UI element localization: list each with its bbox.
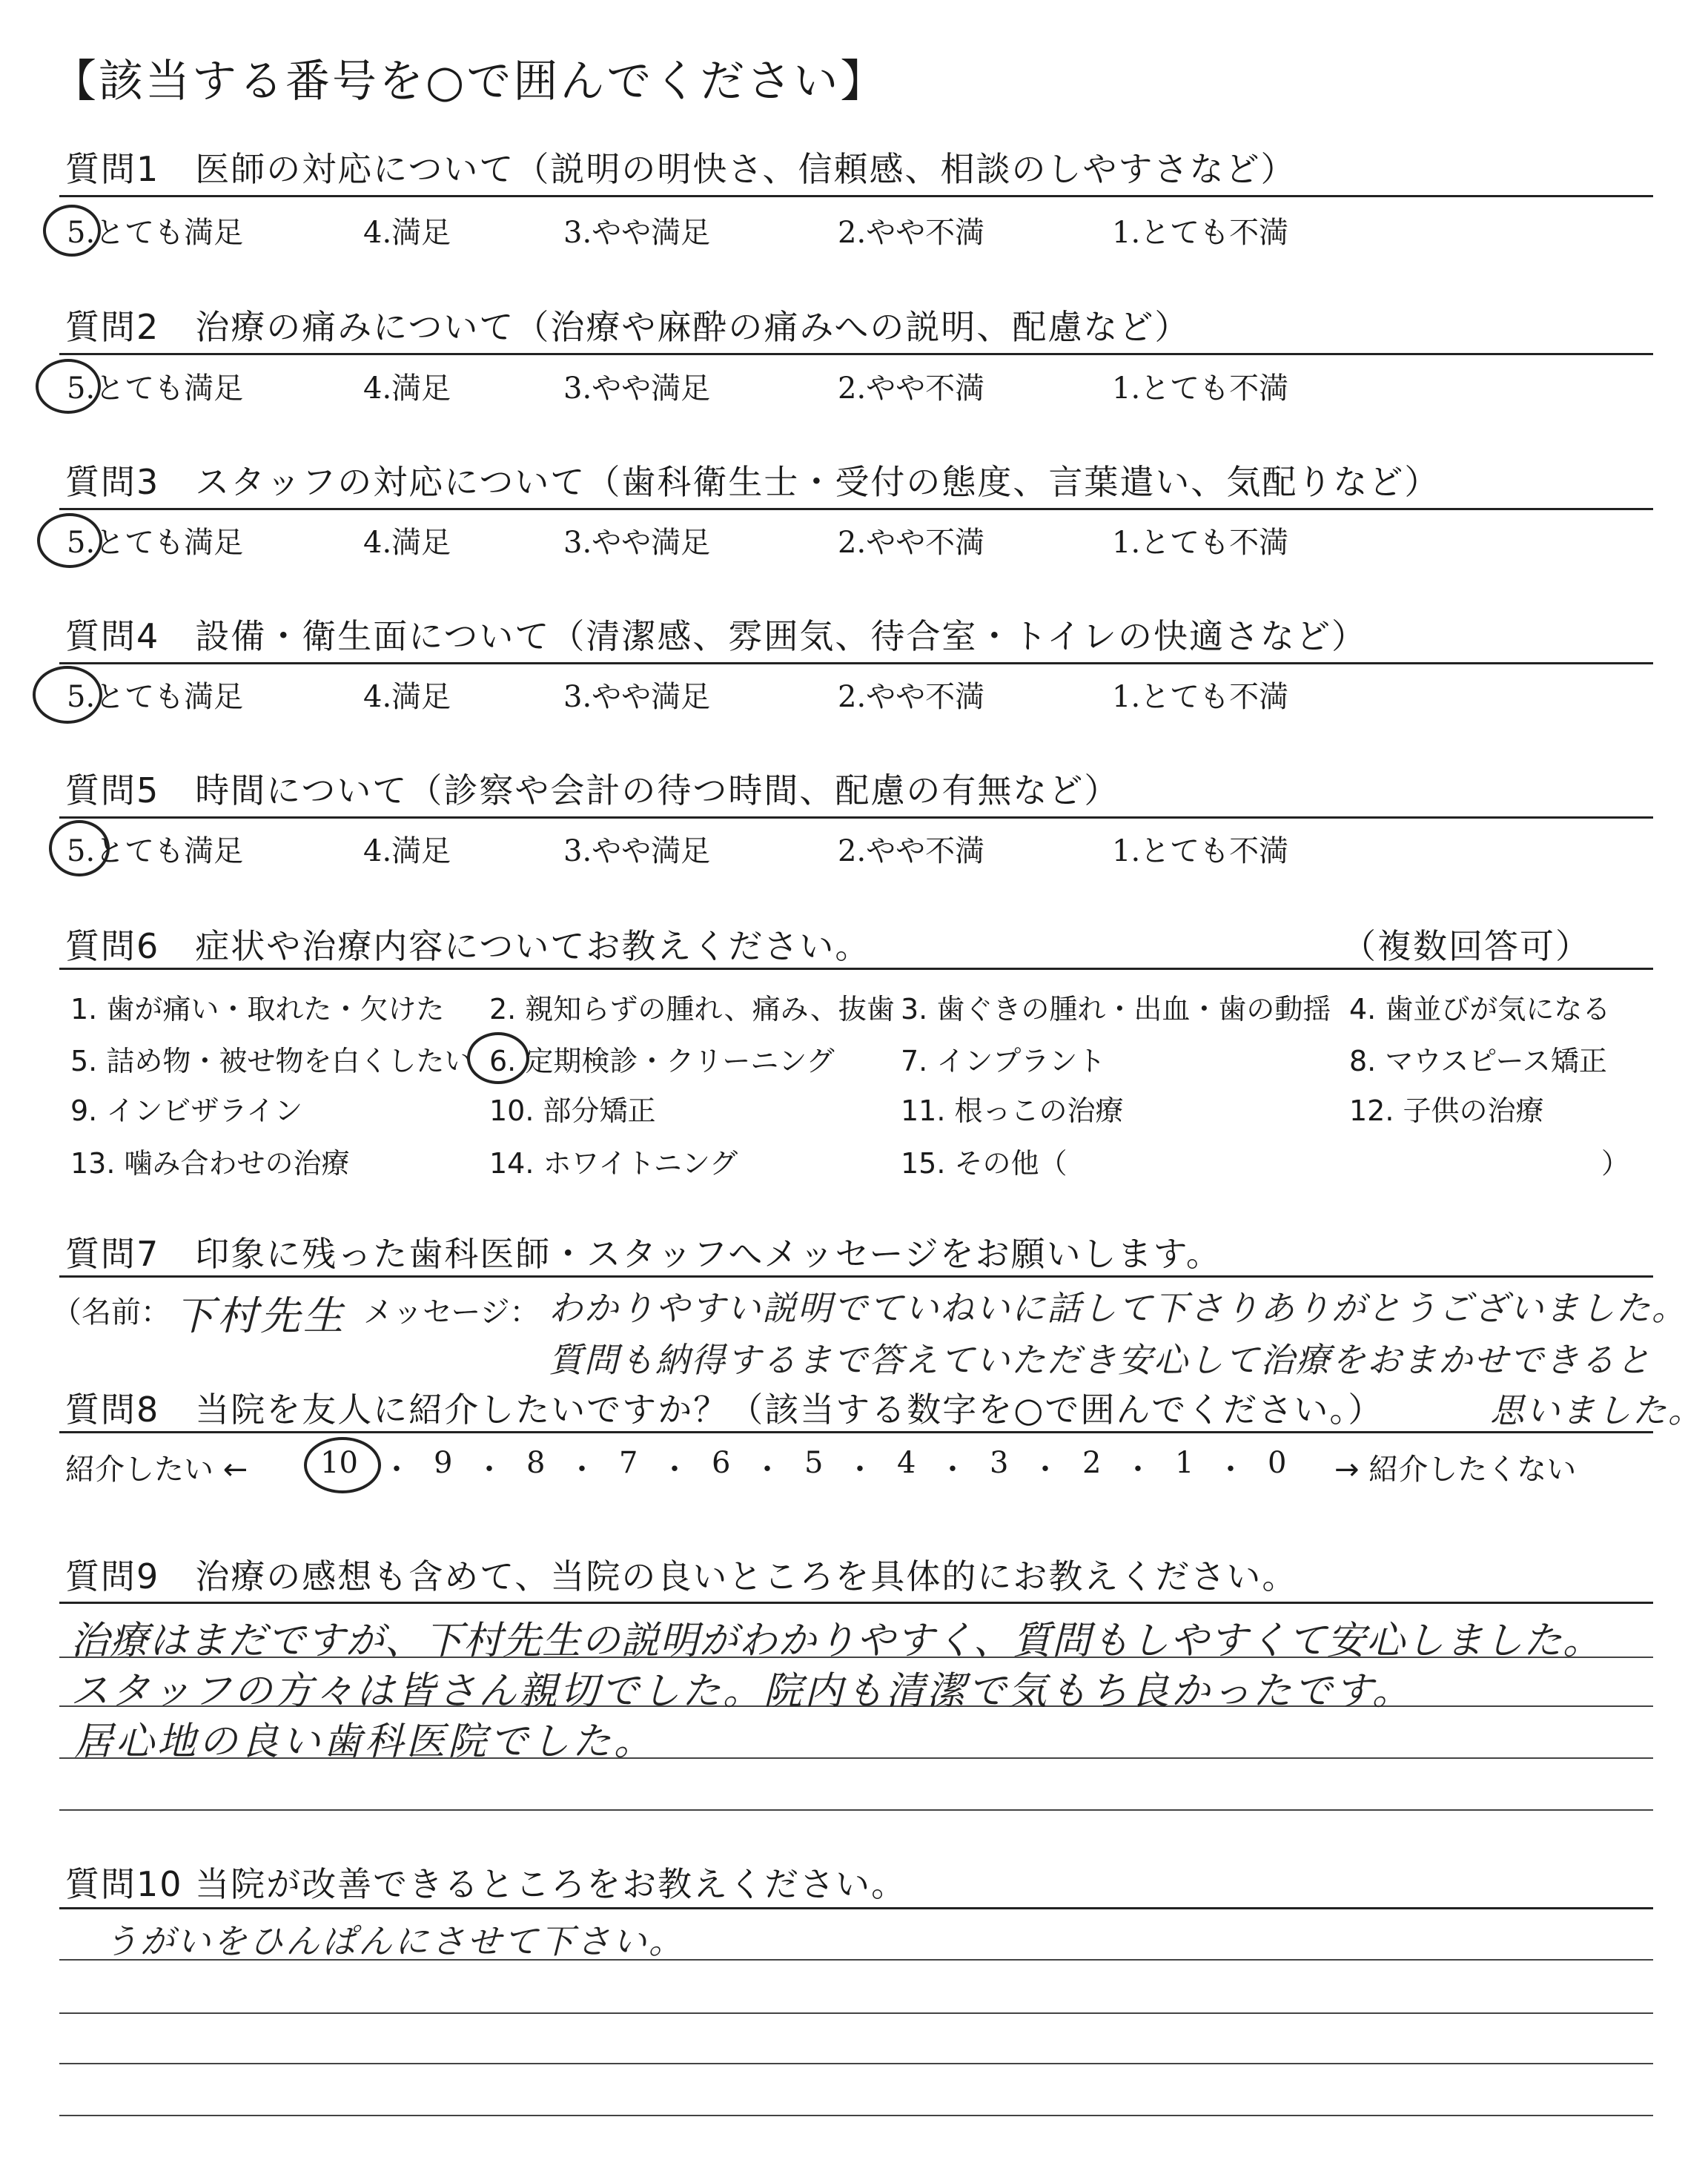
- q7-message-line-3[interactable]: 思いました。: [1490, 1390, 1704, 1430]
- q6-item-7[interactable]: 7. インプラント: [901, 1045, 1106, 1077]
- q10-answer-line-2: [59, 2012, 1653, 2014]
- q7-name-value[interactable]: 下村先生: [174, 1292, 346, 1339]
- q8-score-1[interactable]: 1: [1175, 1446, 1194, 1480]
- q8-score-5[interactable]: 5: [804, 1446, 824, 1480]
- question-6-rule: [59, 968, 1653, 970]
- question-1-option-3[interactable]: 3.やや満足: [563, 216, 711, 250]
- question-8-title: 質問8 当院を友人に紹介したいですか？（該当する数字を○で囲んでください。）: [65, 1390, 1384, 1430]
- q8-score-7[interactable]: 7: [619, 1446, 638, 1480]
- q9-answer-text-2[interactable]: スタッフの方々は皆さん親切でした。院内も清潔で気もち良かったです。: [70, 1669, 1413, 1714]
- question-6-title: 質問6 症状や治療内容についてお教えください。: [65, 926, 871, 966]
- q8-score-0[interactable]: 0: [1268, 1446, 1287, 1480]
- question-7-title: 質問7 印象に残った歯科医師・スタッフへメッセージをお願いします。: [65, 1234, 1222, 1274]
- q8-left-label: 紹介したい ←: [65, 1453, 248, 1487]
- question-4-title: 質問4 設備・衛生面について（清潔感、雰囲気、待合室・トイレの快適さなど）: [65, 616, 1368, 656]
- question-1-rule: [59, 195, 1653, 197]
- question-8-rule: [59, 1431, 1653, 1433]
- q6-item-14[interactable]: 14. ホワイトニング: [489, 1147, 738, 1180]
- q9-answer-text-3[interactable]: 居心地の良い歯科医院でした。: [74, 1720, 656, 1764]
- question-3-rule: [59, 508, 1653, 510]
- question-9-rule: [59, 1602, 1653, 1604]
- q6-item-3[interactable]: 3. 歯ぐきの腫れ・出血・歯の動揺: [901, 993, 1331, 1025]
- q8-score-8[interactable]: 8: [526, 1446, 546, 1480]
- q8-score-4[interactable]: 4: [897, 1446, 916, 1480]
- q10-answer-line-3: [59, 2063, 1653, 2064]
- q6-item-10[interactable]: 10. 部分矯正: [489, 1094, 656, 1127]
- question-10-rule: [59, 1907, 1653, 1909]
- question-2-option-4[interactable]: 4.満足: [363, 371, 451, 406]
- question-5-option-5[interactable]: 5.とても満足: [67, 834, 244, 868]
- q8-sep-8: ・: [1030, 1453, 1060, 1487]
- q8-sep-3: ・: [567, 1453, 597, 1487]
- question-1-option-4[interactable]: 4.満足: [363, 216, 451, 250]
- question-5-rule: [59, 816, 1653, 819]
- question-1-option-1[interactable]: 1.とても不満: [1112, 216, 1289, 250]
- q8-sep-2: ・: [474, 1453, 504, 1487]
- question-3-title: 質問3 スタッフの対応について（歯科衛生士・受付の態度、言葉遣い、気配りなど）: [65, 462, 1440, 502]
- q8-sep-10: ・: [1216, 1453, 1245, 1487]
- question-7-rule: [59, 1275, 1653, 1278]
- q8-sep-1: ・: [382, 1453, 411, 1487]
- q8-right-label: → 紹介したくない: [1334, 1453, 1577, 1487]
- question-1-title: 質問1 医師の対応について（説明の明快さ、信頼感、相談のしやすさなど）: [65, 149, 1297, 189]
- q6-item-1[interactable]: 1. 歯が痛い・取れた・欠けた: [70, 993, 445, 1025]
- form-instruction: 【該当する番号を○で囲んでください】: [52, 56, 887, 108]
- q6-item-4[interactable]: 4. 歯並びが気になる: [1349, 993, 1611, 1025]
- question-2-option-2[interactable]: 2.やや不満: [838, 371, 985, 406]
- question-3-option-4[interactable]: 4.満足: [363, 526, 451, 560]
- question-5-option-3[interactable]: 3.やや満足: [563, 834, 711, 868]
- question-2-option-1[interactable]: 1.とても不満: [1112, 371, 1289, 406]
- q8-score-2[interactable]: 2: [1082, 1446, 1102, 1480]
- q9-answer-text-1[interactable]: 治療はまだですが、下村先生の説明がわかりやすく、質問もしやすくて安心しました。: [70, 1619, 1602, 1663]
- q8-score-10[interactable]: 10: [320, 1446, 358, 1480]
- question-5-title: 質問5 時間について（診察や会計の待つ時間、配慮の有無など）: [65, 770, 1120, 810]
- q7-message-line-2[interactable]: 質問も納得するまで答えていただき安心して治療をおまかせできると: [549, 1340, 1652, 1380]
- question-5-option-4[interactable]: 4.満足: [363, 834, 451, 868]
- q6-item-11[interactable]: 11. 根っこの治療: [901, 1094, 1124, 1127]
- q8-sep-4: ・: [660, 1453, 689, 1487]
- q8-score-3[interactable]: 3: [990, 1446, 1009, 1480]
- question-2-rule: [59, 353, 1653, 355]
- q6-item-2[interactable]: 2. 親知らずの腫れ、痛み、抜歯: [489, 993, 895, 1025]
- question-4-option-4[interactable]: 4.満足: [363, 680, 451, 714]
- question-4-option-2[interactable]: 2.やや不満: [838, 680, 985, 714]
- question-10-title: 質問10 当院が改善できるところをお教えください。: [65, 1864, 907, 1904]
- q9-answer-line-4: [59, 1809, 1653, 1811]
- question-3-option-5[interactable]: 5.とても満足: [67, 526, 244, 560]
- question-3-option-2[interactable]: 2.やや不満: [838, 526, 985, 560]
- question-2-title: 質問2 治療の痛みについて（治療や麻酔の痛みへの説明、配慮など）: [65, 307, 1191, 347]
- question-9-title: 質問9 治療の感想も含めて、当院の良いところを具体的にお教えください。: [65, 1556, 1298, 1596]
- question-4-option-5[interactable]: 5.とても満足: [67, 680, 244, 714]
- q7-message-label: メッセージ：: [363, 1295, 540, 1330]
- question-4-option-3[interactable]: 3.やや満足: [563, 680, 711, 714]
- question-3-option-1[interactable]: 1.とても不満: [1112, 526, 1289, 560]
- q8-sep-6: ・: [845, 1453, 875, 1487]
- q6-item-8[interactable]: 8. マウスピース矯正: [1349, 1045, 1607, 1077]
- question-4-rule: [59, 662, 1653, 664]
- question-5-option-2[interactable]: 2.やや不満: [838, 834, 985, 868]
- q6-other-close-paren: ）: [1601, 1147, 1630, 1180]
- question-1-option-2[interactable]: 2.やや不満: [838, 216, 985, 250]
- question-6-note: （複数回答可）: [1342, 926, 1591, 966]
- q6-item-12[interactable]: 12. 子供の治療: [1349, 1094, 1544, 1127]
- q7-name-label: （名前：: [52, 1295, 171, 1330]
- q6-item-15[interactable]: 15. その他（: [901, 1147, 1068, 1180]
- q8-sep-5: ・: [752, 1453, 782, 1487]
- question-5-option-1[interactable]: 1.とても不満: [1112, 834, 1289, 868]
- q10-answer-text-1[interactable]: うがいをひんぱんにさせて下さい。: [104, 1921, 685, 1961]
- q8-score-6[interactable]: 6: [712, 1446, 731, 1480]
- q6-item-13[interactable]: 13. 噛み合わせの治療: [70, 1147, 350, 1180]
- q8-sep-9: ・: [1123, 1453, 1153, 1487]
- q8-sep-7: ・: [938, 1453, 967, 1487]
- question-4-option-1[interactable]: 1.とても不満: [1112, 680, 1289, 714]
- question-2-option-3[interactable]: 3.やや満足: [563, 371, 711, 406]
- question-2-option-5[interactable]: 5.とても満足: [67, 371, 244, 406]
- q10-answer-line-4: [59, 2115, 1653, 2116]
- q6-item-9[interactable]: 9. インビザライン: [70, 1094, 303, 1127]
- q8-score-9[interactable]: 9: [434, 1446, 453, 1480]
- q7-message-line-1[interactable]: わかりやすい説明でていねいに話して下さりありがとうございました。: [549, 1288, 1687, 1328]
- question-1-option-5[interactable]: 5.とても満足: [67, 216, 244, 250]
- q6-item-5[interactable]: 5. 詰め物・被せ物を白くしたい: [70, 1045, 473, 1077]
- question-3-option-3[interactable]: 3.やや満足: [563, 526, 711, 560]
- q6-item-6[interactable]: 6. 定期検診・クリーニング: [489, 1045, 835, 1077]
